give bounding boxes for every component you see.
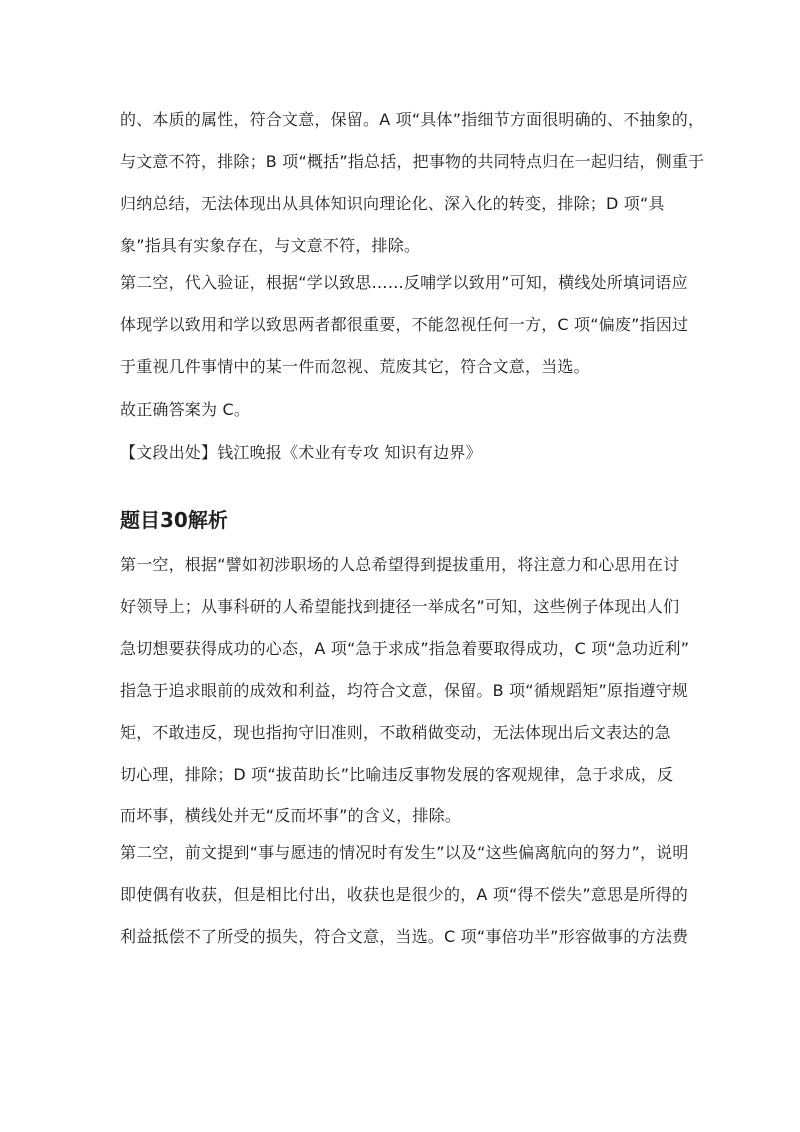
text-line: 第二空，前文提到“事与愿违的情况时有发生”以及“这些偏离航向的努力”，说明 [120,843,689,862]
text-line: 故正确答案为 C。 [120,400,251,419]
text-line: 的、本质的属性，符合文意，保留。A 项“具体”指细节方面很明确的、不抽象的， [120,110,705,129]
text-line: 即使偶有收获，但是相比付出，收获也是很少的，A 项“得不偿失”意思是所得的 [120,885,689,904]
text-line: 而坏事，横线处并无“反而坏事”的含义，排除。 [120,806,461,825]
section-heading: 题目30解析 [120,508,228,532]
text-line: 体现学以致用和学以致思两者都很重要，不能忽视任何一方，C 项“偏废”指因过 [120,315,689,334]
text-line: 切心理，排除；D 项“拔苗助长”比喻违反事物发展的客观规律，急于求成，反 [120,765,674,784]
text-line: 矩，不敢违反，现也指拘守旧准则，不敢稍做变动，无法体现出后文表达的急 [120,723,671,742]
text-line: 与文意不符，排除；B 项“概括”指总括，把事物的共同特点归在一起归结，侧重于 [120,152,705,171]
text-line: 归纳总结，无法体现出从具体知识向理论化、深入化的转变，排除；D 项“具 [120,194,665,213]
text-line: 利益抵偿不了所受的损失，符合文意，当选。C 项“事倍功半”形容做事的方法费 [120,927,689,946]
text-line: 好领导上；从事科研的人希望能找到捷径一举成名”可知，这些例子体现出人们 [120,597,680,616]
text-line: 第二空，代入验证，根据“学以致思……反哺学以致用”可知，横线处所填词语应 [120,273,688,292]
text-line: 急切想要获得成功的心态，A 项“急于求成”指急着要取得成功，C 项“急功近利” [120,639,690,658]
text-line: 指急于追求眼前的成效和利益，均符合文意，保留。B 项“循规蹈矩”原指遵守规 [120,681,689,700]
text-line: 于重视几件事情中的某一件而忽视、荒废其它，符合文意，当选。 [120,357,590,376]
text-line: 第一空，根据“譬如初涉职场的人总希望得到提拔重用，将注意力和心思用在讨 [120,555,680,574]
text-line: 象”指具有实象存在，与文意不符，排除。 [120,236,421,255]
source-line: 【文段出处】钱江晚报《术业有专攻 知识有边界》 [120,443,482,462]
